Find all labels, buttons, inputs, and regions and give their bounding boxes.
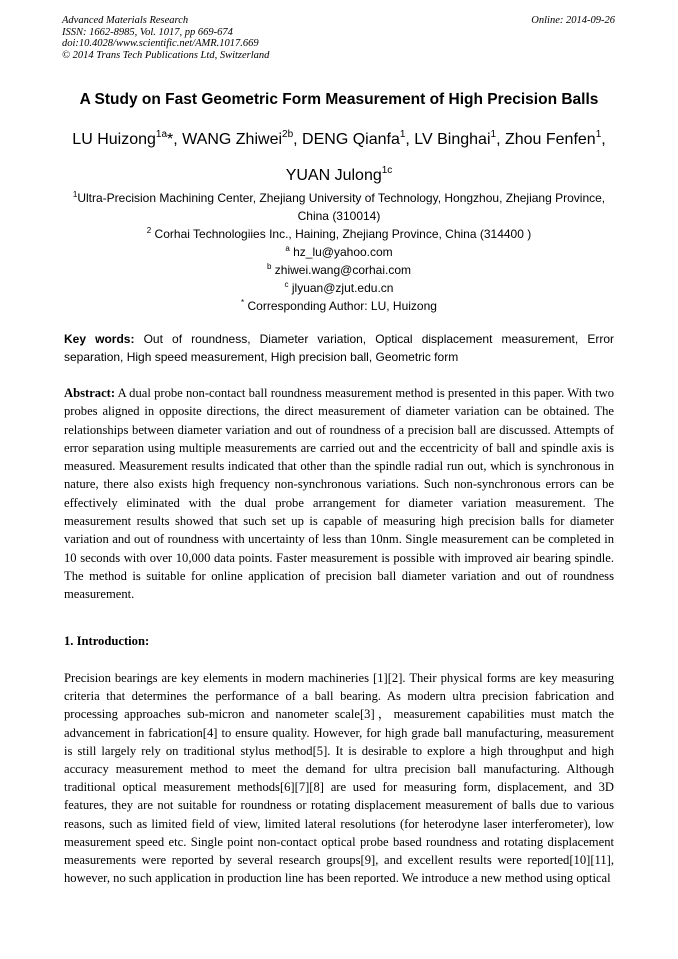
- author-sup: 1: [490, 128, 497, 140]
- keywords-label: Key words:: [64, 332, 135, 346]
- abstract-text: A dual probe non-contact ball roundness measurement method is presented in this paper. With two probes aligned in opposite directions, the direct measurement of diameter variation can be obtained. The relationships between diameter variation and out of roundness of a precision ball are discussed. Attempts of error separation using multiple measurements are carried out and the eccentricity of ball and spindle axis is measured. Measurement results indicated that other than the spindle radial run out, which is synchronous in nature, there also exists high frequency non-synchronous variations. Such non-synchronous errors can be effectively eliminated with the dual probe arrangement for diameter variation measurement. The measurement results showed that such set up is capable of measuring high precision balls for diameter variation and out of roundness with uncertainty of less than 10nm. Single measurement can be completed in 10 seconds with over 10,000 data points. Faster measurement is possible with improved air bearing spindle. The method is suitable for online application of precision ball diameter variation and out of roundness measurement.: [64, 386, 614, 602]
- corresponding-author: [62, 297, 616, 315]
- abstract-paragraph: [64, 384, 614, 604]
- affiliation-sup: 1: [72, 190, 78, 199]
- journal-header: [62, 15, 269, 61]
- author-sep: ,: [496, 131, 505, 148]
- author-name: LV Binghai: [414, 131, 491, 148]
- email-a: [62, 243, 616, 261]
- email-text: hz_lu@yahoo.com: [289, 245, 393, 259]
- corresponding-star: *: [167, 131, 174, 148]
- issn-line: ISSN: 1662-8985, Vol. 1017, pp 669-674: [62, 26, 233, 38]
- author-sep: ,: [601, 131, 606, 148]
- corresponding-text: Corresponding Author: LU, Huizong: [244, 299, 437, 313]
- email-sup: b: [266, 262, 272, 271]
- author-sep: ,: [405, 131, 415, 148]
- email-b: [62, 261, 616, 279]
- affiliation-text: Ultra-Precision Machining Center, Zhejiang University of Technology, Hongzhou, Zhejiang Province, China (310014): [77, 191, 606, 223]
- author-name: DENG Qianfa: [302, 131, 400, 148]
- abstract-label: Abstract:: [64, 386, 116, 400]
- affiliation-1: [62, 189, 616, 225]
- author-sep: ,: [173, 131, 183, 148]
- journal-name: Advanced Materials Research: [62, 15, 189, 26]
- author-sup: 1c: [381, 164, 393, 176]
- affiliation-2: [62, 225, 616, 243]
- author-sup: 1: [595, 128, 602, 140]
- corresponding-sup: *: [241, 298, 245, 307]
- keywords-paragraph: [64, 330, 614, 366]
- email-sup: c: [284, 280, 289, 289]
- keywords-text: Out of roundness, Diameter variation, Optical displacement measurement, Error separation, High speed measurement, High precision ball, Geometric form: [64, 332, 614, 364]
- email-text: jlyuan@zjut.edu.cn: [288, 281, 394, 295]
- affiliation-sup: 2: [146, 226, 152, 235]
- author-name: LU Huizong: [72, 131, 156, 148]
- author-sup: 1a: [155, 128, 168, 140]
- author-name: WANG Zhiwei: [182, 131, 283, 148]
- copyright-line: © 2014 Trans Tech Publications Ltd, Switzerland: [62, 49, 270, 61]
- author-sup: 2b: [282, 128, 294, 140]
- author-list: [40, 122, 638, 194]
- email-sup: a: [285, 244, 290, 253]
- author-sep: ,: [293, 131, 303, 148]
- doi-line: doi:10.4028/www.scientific.net/AMR.1017.669: [62, 38, 259, 49]
- author-name: Zhou Fenfen: [504, 131, 596, 148]
- paper-title: A Study on Fast Geometric Form Measurement of High Precision Balls: [79, 91, 599, 108]
- section-heading-introduction: 1. Introduction:: [64, 634, 150, 648]
- online-date: Online: 2014-09-26: [531, 15, 615, 26]
- email-text: zhiwei.wang@corhai.com: [271, 263, 412, 277]
- author-name: YUAN Julong: [285, 167, 382, 184]
- introduction-paragraph: Precision bearings are key elements in modern machineries [1][2]. Their physical forms are key measuring criteria that determines the performance of a ball bearing. As modern ultra precision fabrication and processing approaches sub-micron and nanometer scale[3]，measurement capabilities must match the advancement in fabrication[4] to ensure quality. However, for high grade ball manufacturing, measurement is still largely rely on traditional stylus method[5]. It is desirable to explore a high throughput and high accuracy measurement method to meet the demand for ultra precision ball manufacturing. Although traditional optical measurement methods[6][7][8] are used for measuring form, displacement, and 3D features, they are not suitable for roundness or rotating displacement measurement of balls due to various reasons, such as limited field of view, limited lateral resolutions (for heterodyne laser interferometer), low measurement speed etc. Single point non-contact optical probe based roundness and rotating displacement measurements were reported by several research groups[9], and excellent results were reported[10][11], however, no such application in production line has been reported. We introduce a new method using optical: [64, 671, 614, 886]
- author-sup: 1: [399, 128, 406, 140]
- affiliation-text: Corhai Technologiies Inc., Haining, Zhejiang Province, China (314400 ): [151, 227, 532, 241]
- email-c: [62, 279, 616, 297]
- affiliations: [62, 189, 616, 315]
